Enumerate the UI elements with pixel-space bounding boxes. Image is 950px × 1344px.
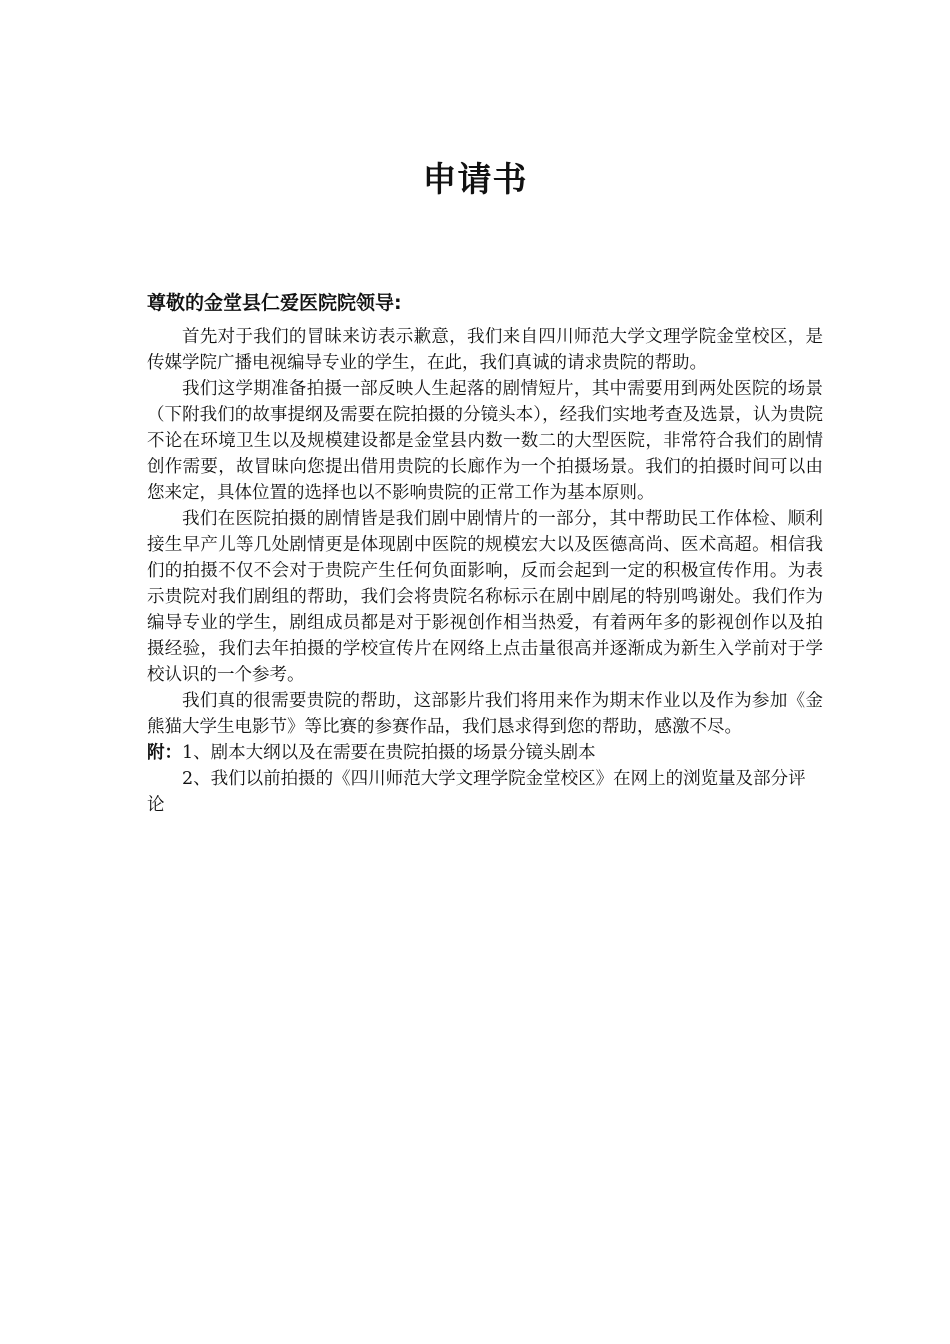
- attachment-label: 附：: [147, 743, 182, 763]
- attachment-item-2: 2、我们以前拍摄的《四川师范大学文理学院金堂校区》在网上的浏览量及部分评论: [147, 769, 806, 815]
- paragraph-2: 我们这学期准备拍摄一部反映人生起落的剧情短片，其中需要用到两处医院的场景（下附我们的故事提纲及需要在院拍摄的分镜头本），经我们实地考查及选景，认为贵院不论在环境卫生以及规模建设都是金堂县内数一数二的大型医院，非常符合我们的剧情创作需要，故冒昧向您提出借用贵院的长廊作为一个拍摄场景。我们的拍摄时间可以由您来定，具体位置的选择也以不影响贵院的正常工作为基本原则。: [147, 379, 823, 503]
- document-title: 申请书: [422, 160, 528, 200]
- letter-body: [147, 324, 823, 818]
- attachment-item-1: [147, 740, 823, 766]
- paragraph-1: 首先对于我们的冒昧来访表示歉意，我们来自四川师范大学文理学院金堂校区，是传媒学院广播电视编导专业的学生，在此，我们真诚的请求贵院的帮助。: [147, 327, 823, 373]
- paragraph-3: 我们在医院拍摄的剧情皆是我们剧中剧情片的一部分，其中帮助民工作体检、顺利接生早产儿等几处剧情更是体现剧中医院的规模宏大以及医德高尚、医术高超。相信我们的拍摄不仅不会对于贵院产生任何负面影响，反而会起到一定的积极宣传作用。为表示贵院对我们剧组的帮助，我们会将贵院名称标示在剧中剧尾的特别鸣谢处。我们作为编导专业的学生，剧组成员都是对于影视创作相当热爱，有着两年多的影视创作以及拍摄经验，我们去年拍摄的学校宣传片在网络上点击量很高并逐渐成为新生入学前对于学校认识的一个参考。: [147, 509, 823, 685]
- salutation: 尊敬的金堂县仁爱医院院领导:: [147, 292, 402, 314]
- paragraph-4: 我们真的很需要贵院的帮助，这部影片我们将用来作为期末作业以及作为参加《金熊猫大学生电影节》等比赛的参赛作品，我们恳求得到您的帮助，感激不尽。: [147, 691, 823, 737]
- attachment-text-1: 1、剧本大纲以及在需要在贵院拍摄的场景分镜头剧本: [182, 743, 596, 763]
